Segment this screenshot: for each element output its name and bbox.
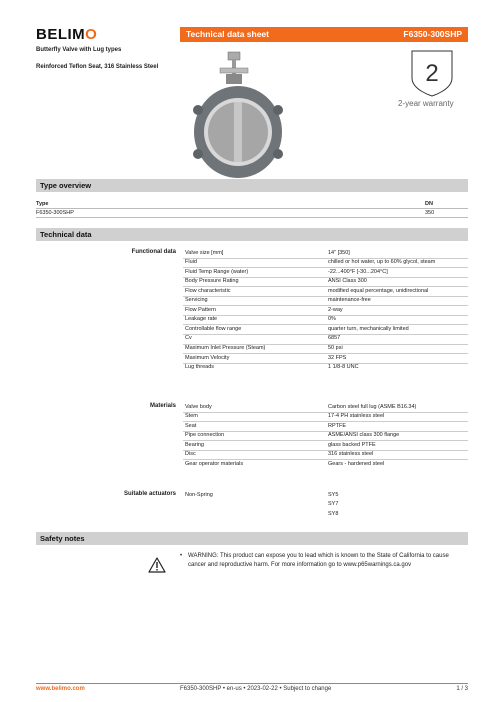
property-value: modified equal percentage, unidirectional (328, 287, 429, 294)
property-value: SY5 (328, 491, 339, 498)
group-label: Materials (149, 403, 176, 409)
logo-o: O (85, 26, 98, 43)
property-name: Stem (185, 413, 198, 420)
row-divider (183, 315, 468, 316)
property-value: 0% (328, 316, 336, 323)
divider (36, 208, 468, 209)
footer-divider (36, 683, 468, 684)
property-value: 2-way (328, 306, 343, 313)
logo-text: BELIM (36, 26, 86, 43)
property-value: -22...400°F [-30...204°C] (328, 268, 388, 275)
property-value: 32 FPS (328, 354, 347, 361)
property-value: quarter turn, mechanically limited (328, 325, 409, 332)
property-name: Bearing (185, 441, 204, 448)
section-safety-notes (36, 532, 468, 545)
property-name: Flow Pattern (185, 306, 216, 313)
property-name: Seat (185, 422, 197, 429)
warning-triangle-icon (148, 557, 166, 573)
property-name: Disc (185, 451, 196, 458)
col-dn: DN (425, 201, 433, 207)
property-name: Fluid (185, 259, 197, 266)
property-name: Servicing (185, 297, 208, 304)
property-name: Valve body (185, 403, 212, 410)
property-value: RPTFE (328, 422, 347, 429)
row-divider (183, 412, 468, 413)
property-value: ASME/ANSI class 300 flange (328, 432, 400, 439)
row-divider (183, 363, 468, 364)
section-title: Safety notes (40, 533, 85, 543)
property-name: Flow characteristic (185, 287, 231, 294)
belimo-logo (36, 26, 97, 43)
property-value: chilled or hot water, up to 60% glycol, steam (328, 259, 436, 266)
property-value: Carbon steel full lug (ASME B16.34) (328, 403, 417, 410)
property-value: SY8 (328, 510, 339, 517)
property-value: 1 1/8-8 UNC (328, 364, 359, 371)
footer-page-number: 1 / 3 (456, 686, 468, 692)
row-divider (183, 421, 468, 422)
property-value: SY7 (328, 501, 339, 508)
doc-type: Technical data sheet (186, 29, 269, 39)
property-name: Fluid Temp Range (water) (185, 268, 249, 275)
property-value: 14" [350] (328, 249, 350, 256)
group-label: Functional data (131, 249, 176, 255)
property-value: maintenance-free (328, 297, 371, 304)
product-code: F6350-300SHP (403, 29, 462, 39)
warning-text: WARNING: This product can expose you to lead which is known to the State of California to cause cancer and reproductive harm. For more information go to www.p65warnings.ca.gov (188, 553, 449, 568)
property-name: Gear operator materials (185, 460, 244, 467)
row-divider (183, 296, 468, 297)
row-divider (183, 431, 468, 432)
svg-text:2: 2 (425, 60, 439, 87)
product-title: Butterfly Valve with Lug types (36, 47, 122, 53)
row-divider (183, 450, 468, 451)
row-divider (183, 305, 468, 306)
property-value: 50 psi (328, 345, 343, 351)
property-value: 17-4 PH stainless steel (328, 413, 385, 420)
dn-value: 350 (425, 210, 435, 216)
type-value: F6350-300SHP (36, 210, 74, 216)
row-divider (183, 440, 468, 441)
property-name: Pipe connection (185, 432, 225, 439)
col-type: Type (36, 201, 49, 207)
section-title: Type overview (40, 180, 92, 190)
property-name: Cv (185, 335, 192, 342)
valve-image (190, 50, 286, 180)
property-value: 316 stainless steel (328, 451, 374, 458)
product-subtitle: Reinforced Teflon Seat, 316 Stainless Steel (36, 64, 159, 70)
property-name: Maximum Velocity (185, 354, 230, 361)
property-name: Lug threads (185, 364, 215, 371)
warranty-label: 2-year warranty (398, 99, 454, 108)
property-name: Non-Spring (185, 491, 213, 498)
property-name: Valve size [mm] (185, 249, 224, 256)
property-name: Body Pressure Rating (185, 278, 239, 285)
property-value: Gears - hardened steel (328, 460, 385, 467)
property-value: 6857 (328, 335, 341, 342)
header-bar (180, 27, 468, 42)
footer-website-link[interactable]: www.belimo.com (36, 686, 85, 692)
row-divider (183, 334, 468, 335)
section-title: Technical data (40, 229, 92, 239)
property-name: Controllable flow range (185, 325, 242, 332)
footer-doc-info: F6350-300SHP • en-us • 2023-02-22 • Subject to change (180, 686, 332, 692)
group-label: Suitable actuators (123, 491, 176, 497)
property-name: Leakage rate (185, 316, 218, 323)
section-type-overview (36, 179, 468, 192)
property-name: Maximum Inlet Pressure (Steam) (185, 345, 266, 351)
divider (36, 217, 468, 218)
property-value: glass backed PTFE (328, 441, 376, 448)
section-technical-data (36, 228, 468, 241)
warranty-shield-icon (410, 48, 454, 98)
bullet: • (180, 553, 183, 559)
property-value: ANSI Class 300 (328, 278, 367, 285)
